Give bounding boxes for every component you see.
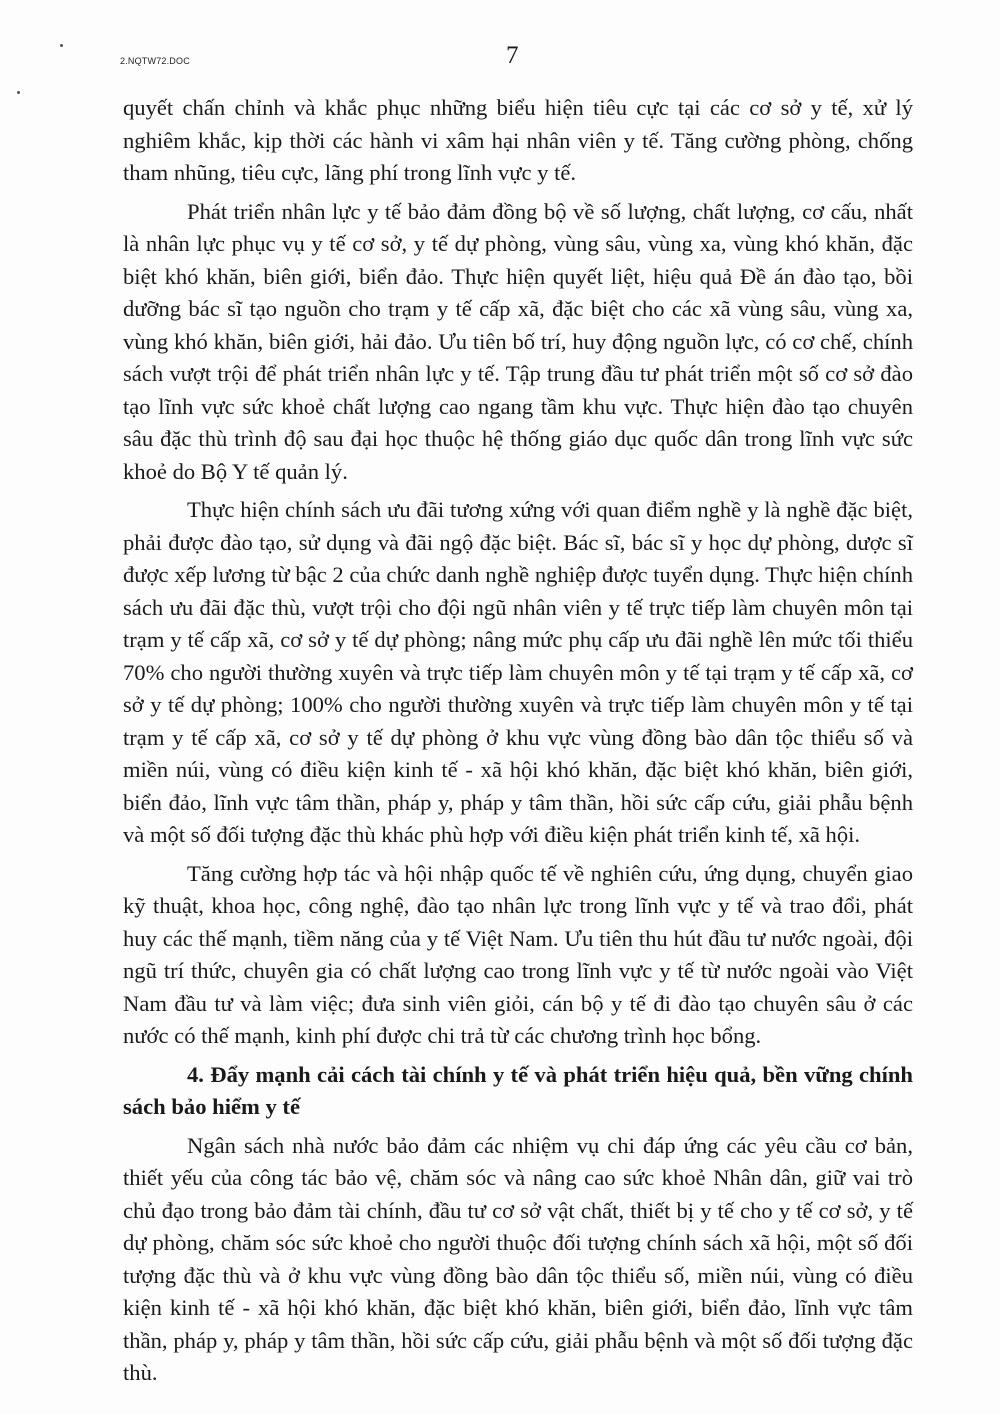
- scan-speck: [17, 91, 20, 94]
- section-heading: 4. Đẩy mạnh cải cách tài chính y tế và phát triển hiệu quả, bền vững chính sách bảo hiểm y tế: [123, 1061, 913, 1119]
- file-reference: 2.NQTW72.DOC: [120, 56, 190, 66]
- paragraph-international-cooperation: Tăng cường hợp tác và hội nhập quốc tế về nghiên cứu, ứng dụng, chuyển giao kỹ thuật, khoa học, công nghệ, đào tạo nhân lực trong lĩnh vực y tế và trao đổi, phát huy các thế mạnh, tiềm năng của y tế Việt Nam. Ưu tiên thu hút đầu tư nước ngoài, đội ngũ trí thức, chuyên gia có chất lượng cao trong lĩnh vực y tế từ nước ngoài vào Việt Nam đầu tư và làm việc; đưa sinh viên giỏi, cán bộ y tế đi đào tạo chuyên sâu ở các nước có thế mạnh, kinh phí được chi trả từ các chương trình học bổng.: [123, 860, 913, 1048]
- paragraph-continuation: quyết chấn chỉnh và khắc phục những biểu hiện tiêu cực tại các cơ sở y tế, xử lý nghiêm khắc, kịp thời các hành vi xâm hại nhân viên y tế. Tăng cường phòng, chống tham nhũng, tiêu cực, lãng phí trong lĩnh vực y tế.: [123, 95, 913, 185]
- page-number: 7: [506, 42, 519, 69]
- paragraph-state-budget: Ngân sách nhà nước bảo đảm các nhiệm vụ chi đáp ứng các yêu cầu cơ bản, thiết yếu của công tác bảo vệ, chăm sóc và nâng cao sức khoẻ Nhân dân, giữ vai trò chủ đạo trong bảo đảm tài chính, đầu tư cơ sở vật chất, thiết bị y tế cho y tế cơ sở, y tế dự phòng, chăm sóc sức khoẻ cho người thuộc đối tượng chính sách xã hội, một số đối tượng đặc thù và ở khu vực vùng đồng bào dân tộc thiểu số, miền núi, vùng có điều kiện kinh tế - xã hội khó khăn, đặc biệt khó khăn, biên giới, biển đảo, lĩnh vực tâm thần, pháp y, pháp y tâm thần, hồi sức cấp cứu, giải phẫu bệnh và một số đối tượng đặc thù.: [123, 1132, 913, 1385]
- paragraph-incentive-policy: Thực hiện chính sách ưu đãi tương xứng với quan điểm nghề y là nghề đặc biệt, phải được đào tạo, sử dụng và đãi ngộ đặc biệt. Bác sĩ, bác sĩ y học dự phòng, dược sĩ được xếp lương từ bậc 2 của chức danh nghề nghiệp được tuyển dụng. Thực hiện chính sách ưu đãi đặc thù, vượt trội cho đội ngũ nhân viên y tế trực tiếp làm chuyên môn tại trạm y tế cấp xã, cơ sở y tế dự phòng; nâng mức phụ cấp ưu đãi nghề lên mức tối thiểu 70% cho người thường xuyên và trực tiếp làm chuyên môn y tế tại trạm y tế cấp xã, cơ sở y tế dự phòng; 100% cho người thường xuyên và trực tiếp làm chuyên môn y tế tại trạm y tế cấp xã, cơ sở y tế dự phòng ở khu vực vùng đồng bào dân tộc thiểu số và miền núi, vùng có điều kiện kinh tế - xã hội khó khăn, đặc biệt khó khăn, biên giới, biển đảo, lĩnh vực tâm thần, pháp y, pháp y tâm thần, hồi sức cấp cứu, giải phẫu bệnh và một số đối tượng đặc thù khác phù hợp với điều kiện phát triển kinh tế, xã hội.: [123, 497, 913, 847]
- scan-speck: [60, 44, 63, 47]
- document-body: [123, 92, 913, 1396]
- paragraph-workforce-development: Phát triển nhân lực y tế bảo đảm đồng bộ về số lượng, chất lượng, cơ cấu, nhất là nhân lực phục vụ y tế cơ sở, y tế dự phòng, vùng sâu, vùng xa, vùng khó khăn, đặc biệt khó khăn, biên giới, biển đảo. Thực hiện quyết liệt, hiệu quả Đề án đào tạo, bồi dưỡng bác sĩ tạo nguồn cho trạm y tế cấp xã, đặc biệt cho các xã vùng sâu, vùng xa, vùng khó khăn, biên giới, hải đảo. Ưu tiên bố trí, huy động nguồn lực, có cơ chế, chính sách vượt trội để phát triển nhân lực y tế. Tập trung đầu tư phát triển một số cơ sở đào tạo lĩnh vực sức khoẻ chất lượng cao ngang tầm khu vực. Thực hiện đào tạo chuyên sâu đặc thù trình độ sau đại học thuộc hệ thống giáo dục quốc dân trong lĩnh vực sức khoẻ do Bộ Y tế quản lý.: [123, 198, 913, 484]
